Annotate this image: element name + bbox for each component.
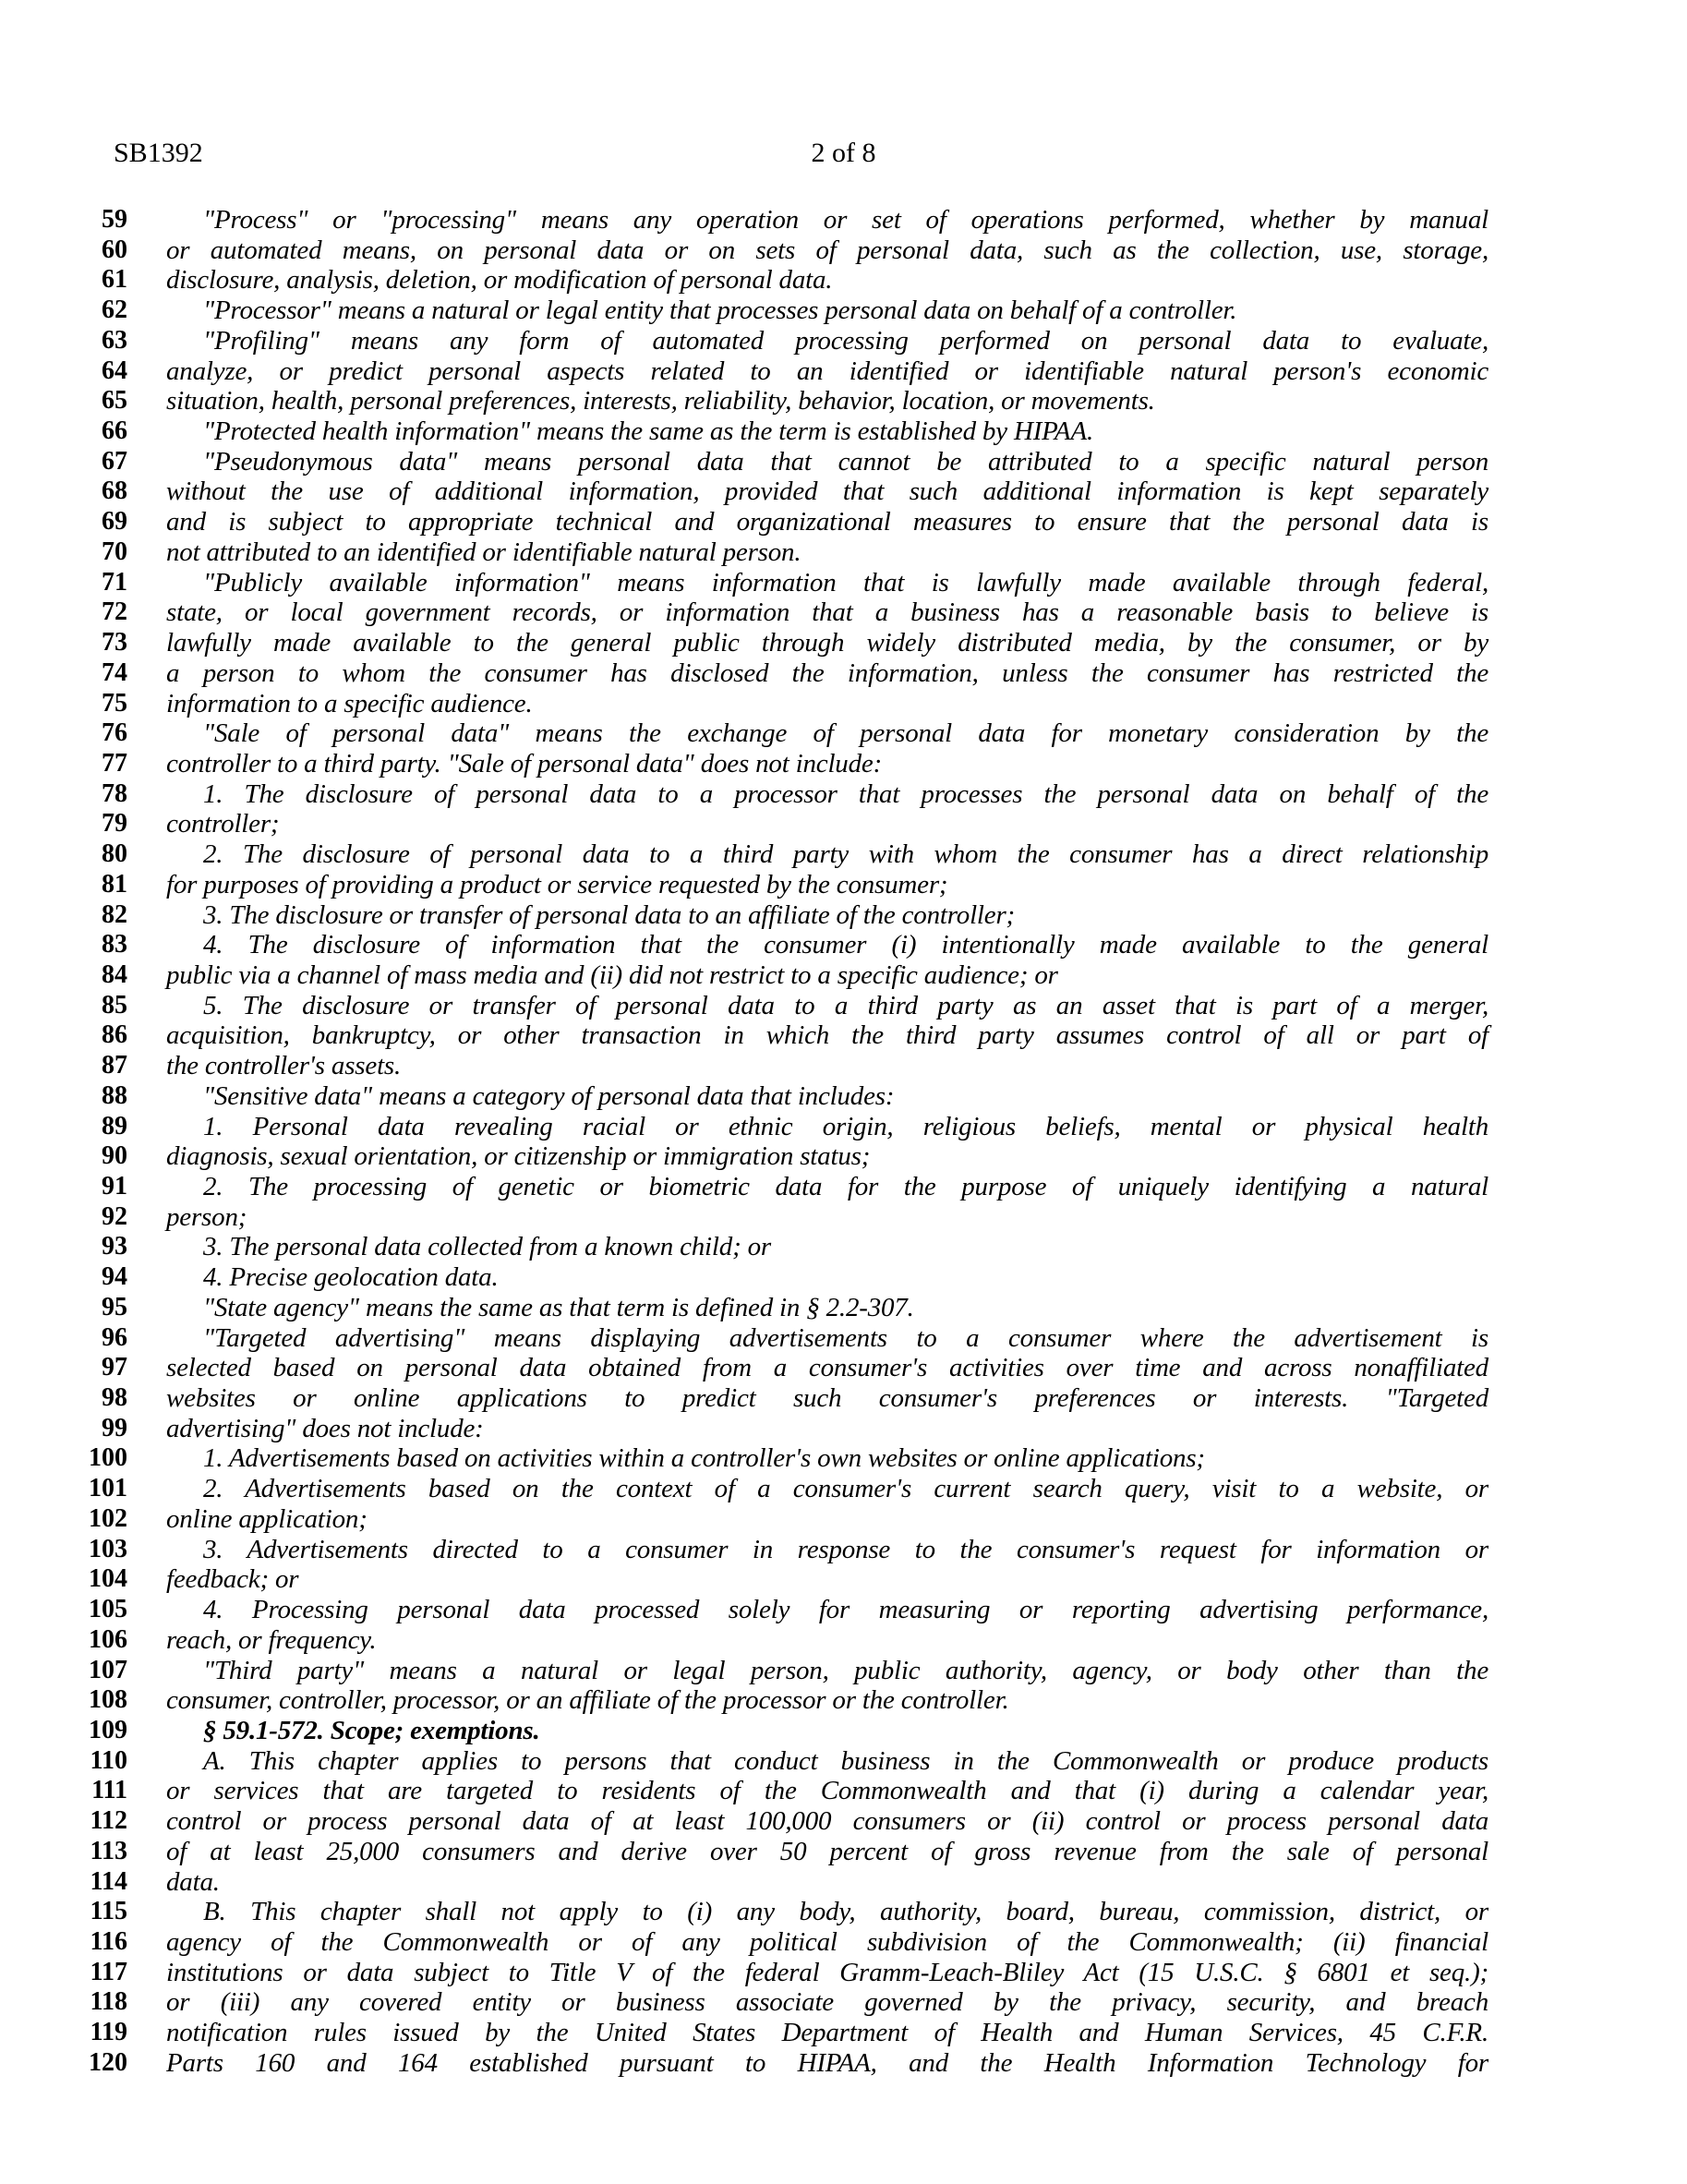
line-text: and is subject to appropriate technical and organizational measures to ensure that the personal data is — [166, 507, 1488, 537]
line-text: § 59.1-572. Scope; exemptions. — [203, 1715, 540, 1745]
line-text: selected based on personal data obtained from a consumer's activities over time and across nonaffiliated — [166, 1353, 1488, 1383]
line-number: 118 — [90, 1987, 127, 2017]
text-line — [0, 749, 1687, 779]
line-number: 75 — [102, 688, 127, 718]
text-line — [0, 1474, 1687, 1504]
line-text: disclosure, analysis, deletion, or modification of personal data. — [166, 265, 833, 296]
line-text: lawfully made available to the general public through widely distributed media, by the consumer, or by — [166, 628, 1488, 658]
line-text: notification rules issued by the United States Department of Health and Human Services, 45 C.F.R. — [166, 2018, 1488, 2048]
text-line — [0, 507, 1687, 537]
bill-number: SB1392 — [114, 138, 203, 168]
line-number: 71 — [102, 567, 127, 597]
line-text: "Third party" means a natural or legal person, public authority, agency, or body other than the — [203, 1655, 1488, 1685]
line-text: feedback; or — [166, 1564, 299, 1595]
line-number: 104 — [89, 1564, 127, 1594]
text-line — [0, 1202, 1687, 1233]
line-text: "Publicly available information" means information that is lawfully made available through federal, — [203, 567, 1488, 597]
line-text: control or process personal data of at least 100,000 consumers or (ii) control or process personal data — [166, 1806, 1488, 1837]
line-text: analyze, or predict personal aspects related to an identified or identifiable natural person's economic — [166, 356, 1488, 386]
line-number: 66 — [102, 416, 127, 446]
line-number: 102 — [89, 1503, 127, 1533]
line-number: 93 — [102, 1232, 127, 1261]
text-line — [0, 1897, 1687, 1927]
page-header — [0, 137, 1687, 170]
line-number: 119 — [90, 2018, 127, 2047]
line-number: 74 — [102, 658, 127, 687]
line-text: 2. The disclosure of personal data to a third party with whom the consumer has a direct relationship — [203, 839, 1488, 870]
line-text: 1. Advertisements based on activities within a controller's own websites or online applications; — [203, 1443, 1205, 1474]
line-text: "Pseudonymous data" means personal data that cannot be attributed to a specific natural person — [203, 446, 1488, 477]
line-text: the controller's assets. — [166, 1051, 402, 1081]
line-text: institutions or data subject to Title V of the federal Gramm-Leach-Bliley Act (15 U.S.C. § 6801 et seq.); — [166, 1957, 1488, 1987]
text-line — [0, 296, 1687, 326]
line-number: 61 — [102, 265, 127, 295]
line-number: 85 — [102, 990, 127, 1020]
text-line — [0, 779, 1687, 810]
line-text: "Sensitive data" means a category of personal data that includes: — [203, 1080, 895, 1111]
line-number: 105 — [89, 1595, 127, 1624]
line-number: 60 — [102, 235, 127, 264]
text-line — [0, 1837, 1687, 1867]
line-number: 69 — [102, 507, 127, 537]
text-line — [0, 1232, 1687, 1262]
line-text: Parts 160 and 164 established pursuant to HIPAA, and the Health Information Technology for — [166, 2047, 1488, 2078]
line-text: B. This chapter shall not apply to (i) any body, authority, board, bureau, commission, district, or — [203, 1897, 1488, 1927]
text-line — [0, 568, 1687, 598]
line-number: 120 — [89, 2047, 127, 2077]
line-number: 67 — [102, 446, 127, 476]
line-text: 3. The disclosure or transfer of personal data to an affiliate of the controller; — [203, 899, 1016, 930]
line-number: 84 — [102, 959, 127, 989]
line-number: 83 — [102, 930, 127, 959]
line-text: consumer, controller, processor, or an affiliate of the processor or the controller. — [166, 1685, 1009, 1716]
text-line — [0, 1716, 1687, 1746]
line-number: 99 — [102, 1413, 127, 1442]
line-number: 80 — [102, 839, 127, 869]
line-text: agency of the Commonwealth or of any political subdivision of the Commonwealth; (ii) financial — [166, 1926, 1488, 1957]
line-text: or (iii) any covered entity or business associate governed by the privacy, security, and breach — [166, 1987, 1488, 2018]
text-line — [0, 1141, 1687, 1172]
line-text: 4. The disclosure of information that the consumer (i) intentionally made available to the general — [203, 930, 1488, 960]
line-number: 65 — [102, 386, 127, 416]
line-number: 103 — [89, 1534, 127, 1563]
text-line — [0, 1776, 1687, 1806]
line-text: 2. The processing of genetic or biometric data for the purpose of uniquely identifying a natural — [203, 1172, 1488, 1201]
line-text: a person to whom the consumer has disclosed the information, unless the consumer has restricted the — [166, 658, 1488, 688]
text-line — [0, 1051, 1687, 1081]
text-line — [0, 628, 1687, 658]
line-text: "Process" or "processing" means any operation or set of operations performed, whether by manual — [203, 205, 1488, 235]
line-text: "Profiling" means any form of automated processing performed on personal data to evaluate, — [203, 325, 1488, 356]
line-number: 108 — [89, 1685, 127, 1715]
line-number: 86 — [102, 1020, 127, 1050]
text-line — [0, 2048, 1687, 2079]
line-number: 112 — [90, 1806, 127, 1836]
line-text: person; — [166, 1201, 247, 1232]
line-text: advertising" does not include: — [166, 1413, 484, 1443]
text-line — [0, 1323, 1687, 1354]
line-text: "Sale of personal data" means the exchange of personal data for monetary consideration by the — [203, 718, 1488, 749]
line-text: 5. The disclosure or transfer of personal data to a third party as an asset that is part of a merger, — [203, 990, 1488, 1020]
line-text: "Targeted advertising" means displaying advertisements to a consumer where the advertisement is — [203, 1322, 1488, 1353]
line-number: 81 — [102, 869, 127, 899]
text-line — [0, 597, 1687, 628]
text-line — [0, 809, 1687, 839]
line-number: 89 — [102, 1111, 127, 1140]
line-text: for purposes of providing a product or service requested by the consumer; — [166, 869, 948, 899]
text-line — [0, 537, 1687, 568]
line-text: A. This chapter applies to persons that conduct business in the Commonwealth or produce products — [203, 1745, 1488, 1776]
line-number: 107 — [89, 1655, 127, 1684]
line-number: 62 — [102, 296, 127, 325]
line-text: 2. Advertisements based on the context of a consumer's current search query, visit to a website, or — [203, 1474, 1488, 1504]
line-number: 116 — [90, 1926, 127, 1956]
line-number: 113 — [90, 1836, 127, 1865]
line-text: 4. Processing personal data processed solely for measuring or reporting advertising performance, — [203, 1595, 1488, 1625]
text-line — [0, 1353, 1687, 1383]
text-line — [0, 1535, 1687, 1565]
line-number: 70 — [102, 537, 127, 566]
text-line — [0, 658, 1687, 689]
text-line — [0, 1625, 1687, 1656]
line-text: public via a channel of mass media and (ii) did not restrict to a specific audience; or — [166, 959, 1058, 990]
text-line — [0, 1806, 1687, 1837]
text-line — [0, 839, 1687, 870]
text-line — [0, 1081, 1687, 1112]
line-number: 97 — [102, 1353, 127, 1382]
line-text: state, or local government records, or information that a business has a reasonable basis to believe is — [166, 597, 1488, 628]
line-text: data. — [166, 1866, 220, 1897]
line-text: "State agency" means the same as that term is defined in § 2.2-307. — [203, 1292, 914, 1322]
line-number: 88 — [102, 1080, 127, 1110]
text-line — [0, 1414, 1687, 1444]
text-line — [0, 1383, 1687, 1414]
document-lines — [0, 205, 1687, 2079]
text-line — [0, 1595, 1687, 1625]
line-text: controller to a third party. "Sale of personal data" does not include: — [166, 748, 883, 778]
line-number: 109 — [89, 1715, 127, 1744]
text-line — [0, 870, 1687, 900]
line-number: 96 — [102, 1322, 127, 1352]
text-line — [0, 416, 1687, 447]
text-line — [0, 960, 1687, 991]
text-line — [0, 1958, 1687, 1988]
text-line — [0, 1020, 1687, 1051]
line-text: "Protected health information" means the same as the term is established by HIPAA. — [203, 416, 1094, 447]
line-number: 64 — [102, 356, 127, 385]
text-line — [0, 386, 1687, 416]
line-text: 3. The personal data collected from a known child; or — [203, 1232, 771, 1262]
text-line — [0, 930, 1687, 960]
line-number: 101 — [89, 1474, 127, 1503]
text-line — [0, 991, 1687, 1021]
text-line — [0, 1685, 1687, 1716]
line-number: 72 — [102, 597, 127, 627]
text-line — [0, 1112, 1687, 1142]
page-number: 2 of 8 — [811, 138, 876, 168]
line-number: 95 — [102, 1292, 127, 1321]
line-text: "Processor" means a natural or legal entity that processes personal data on behalf of a controller. — [203, 296, 1237, 326]
line-number: 117 — [90, 1957, 127, 1986]
line-text: 1. Personal data revealing racial or ethnic origin, religious beliefs, mental or physical health — [203, 1111, 1488, 1141]
text-line — [0, 265, 1687, 296]
line-text: reach, or frequency. — [166, 1624, 377, 1655]
line-number: 100 — [89, 1443, 127, 1473]
text-line — [0, 235, 1687, 266]
line-text: 1. The disclosure of personal data to a processor that processes the personal data on behalf of the — [203, 778, 1488, 809]
line-number: 78 — [102, 778, 127, 808]
line-text: without the use of additional information, provided that such additional information is kept separately — [166, 477, 1488, 507]
line-text: acquisition, bankruptcy, or other transaction in which the third party assumes control of all or part of — [166, 1020, 1488, 1051]
text-line — [0, 205, 1687, 235]
text-line — [0, 1746, 1687, 1777]
line-number: 76 — [102, 718, 127, 748]
text-line — [0, 718, 1687, 749]
line-text: online application; — [166, 1503, 368, 1534]
text-line — [0, 1564, 1687, 1595]
text-line — [0, 1172, 1687, 1202]
line-text: of at least 25,000 consumers and derive over 50 percent of gross revenue from the sale of personal — [166, 1836, 1488, 1866]
line-number: 115 — [90, 1897, 127, 1926]
line-text: controller; — [166, 809, 280, 839]
line-text: 3. Advertisements directed to a consumer in response to the consumer's request for information or — [203, 1534, 1488, 1564]
text-line — [0, 1656, 1687, 1686]
line-number: 79 — [102, 809, 127, 839]
line-text: situation, health, personal preferences, interests, reliability, behavior, location, or movements. — [166, 386, 1155, 416]
line-number: 82 — [102, 899, 127, 929]
line-number: 73 — [102, 628, 127, 658]
text-line — [0, 477, 1687, 507]
text-line — [0, 1987, 1687, 2018]
line-number: 91 — [102, 1172, 127, 1201]
line-number: 92 — [102, 1201, 127, 1231]
text-line — [0, 900, 1687, 931]
line-number: 77 — [102, 748, 127, 778]
line-number: 94 — [102, 1262, 127, 1292]
text-line — [0, 1504, 1687, 1535]
text-line — [0, 2018, 1687, 2048]
line-number: 90 — [102, 1141, 127, 1171]
text-line — [0, 447, 1687, 477]
line-number: 111 — [91, 1776, 127, 1805]
text-line — [0, 326, 1687, 356]
line-number: 98 — [102, 1383, 127, 1413]
line-text: or automated means, on personal data or on sets of personal data, such as the collection, use, storage, — [166, 235, 1488, 265]
line-text: or services that are targeted to residents of the Commonwealth and that (i) during a calendar year, — [166, 1776, 1488, 1806]
line-text: not attributed to an identified or identifiable natural person. — [166, 537, 801, 567]
line-number: 106 — [89, 1624, 127, 1654]
line-number: 63 — [102, 325, 127, 355]
line-text: diagnosis, sexual orientation, or citizenship or immigration status; — [166, 1141, 871, 1172]
text-line — [0, 356, 1687, 387]
text-line — [0, 1293, 1687, 1323]
text-line — [0, 689, 1687, 719]
text-line — [0, 1262, 1687, 1293]
line-number: 68 — [102, 477, 127, 506]
line-text: 4. Precise geolocation data. — [203, 1262, 499, 1293]
line-number: 59 — [102, 205, 127, 234]
line-number: 110 — [90, 1745, 127, 1775]
text-line — [0, 1927, 1687, 1958]
text-line — [0, 1443, 1687, 1474]
text-line — [0, 1867, 1687, 1898]
line-text: information to a specific audience. — [166, 688, 533, 718]
line-number: 87 — [102, 1051, 127, 1080]
line-number: 114 — [90, 1866, 127, 1896]
line-text: websites or online applications to predict such consumer's preferences or interests. "Targeted — [166, 1383, 1488, 1414]
